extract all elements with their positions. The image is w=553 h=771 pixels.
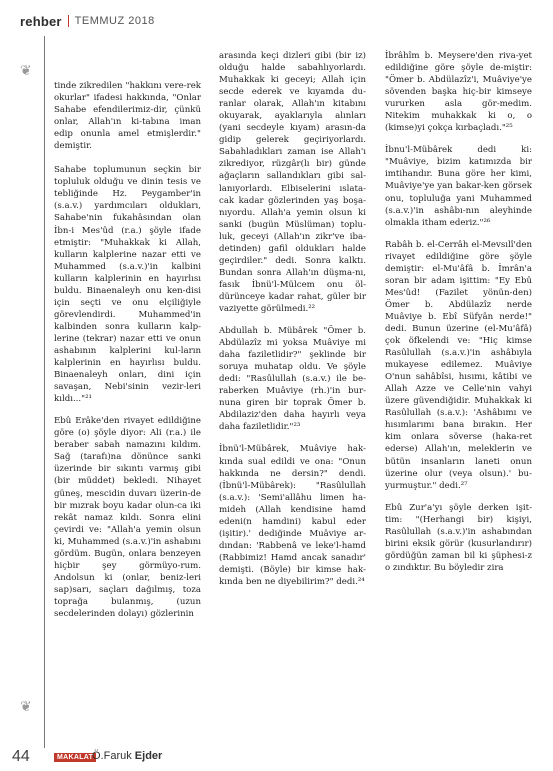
corner-ornament-icon: ❦ bbox=[20, 63, 32, 79]
paragraph: Sahabe toplumunun seçkin bir topluluk olduğu ve dinin tesis ve tebliğinde Hz. Peygamber'in (s.a.v.) yardımcıları oldukları, Sahabe'nin fukahâsından olan İbn-i Mes'ûd (r.a.) şöyle ifade etmiştir: "Muhakkak ki Allah, kulların kalplerine nazar etti ve Muhammed (s.a.v.)'in kalbini kulların kalplerinin en hayırlısı buldu. Binaenaleyh onu ken-disi için seçti ve onu elçiliğiyle görevlendirdi. Muhammed'in kalbinden sonra kulların kalp-lerine (tekrar) nazar etti ve onun ashabının kalplerini kul-ların kalplerinin en hayırlısı buldu. Binaenaleyh onları, dini için savaşan, Nebi'sinin vezir-leri kıldı..."²¹ bbox=[54, 165, 201, 405]
magazine-brand: rehber bbox=[20, 13, 62, 29]
corner-ornament-icon: ❦ bbox=[20, 699, 32, 715]
text-column-1 bbox=[54, 80, 201, 630]
section-tag: MAKALAT bbox=[54, 753, 96, 762]
paragraph: Abdullah b. Mübârek "Ömer b. Abdülazîz mi yoksa Muâviye mi daha faziletlidir?" şeklinde bir soruya muhatap oldu. Ve şöyle dedi: "Rasûlullah (s.a.v.) ile be-raberken Muâviye (rh.)'in bur-nuna giren bir toprak Ömer b. Abdilaziz'den daha hayırlı veya daha faziletlidir."²³ bbox=[219, 326, 366, 433]
paragraph: Ebû Erâke'den rivayet edildiğine göre (o) şöyle diyor: Ali (r.a.) ile beraber sabah namazını kıldım. Sağ (tarafı)na dönünce sanki üzerinde bir sıkıntı varmış gibi (bir müddet) bekledi. Nihayet güneş, mescidin duvarı üzerin-de bir mızrak boyu kadar olun-ca iki rekât namaz kıldı. Sonra elini çevirdi ve: "Allah'a yemin olsun ki, Muhammed (s.a.v.)'in ashabını gördüm. Bugün, onlara benzeyen hiçbir şey görmüyo-rum. Andolsun ki (onlar, beniz-leri sap)sarı, saçları dağılmış, toza toprağa bulanmış, (uzun secdelerinden dolayı) gözlerinin bbox=[54, 416, 201, 619]
paragraph: İbrâhîm b. Meysere'den riva-yet edildiğine göre şöyle de-miştir: "Ömer b. Abdülazîz'i, Muâviye'ye sövenden başka hiç-bir kimseye vururken asla gör-medim. Nitekim muhakkak ki o, o (kimse)yi çokça kırbaçladı."²⁵ bbox=[385, 51, 532, 134]
author-name bbox=[92, 750, 162, 762]
page-footer bbox=[0, 748, 553, 771]
margin-rule bbox=[44, 36, 45, 748]
author-first: Ö.Faruk bbox=[92, 750, 132, 762]
header-separator bbox=[68, 15, 69, 27]
paragraph: İbnü'l-Mübârek, Muâviye hak-kında sual edildi ve ona: "Onun hakkında ne dersin?" dendi. (İbnü'l-Mübârek): "Rasûlullah (s.a.v.): 'Semi'allâhu limen ha-mideh (Allah kendisine hamd edeni(n hamdini) kabul eder (işitir).' dediğinde Muâviye ar-dından: 'Rabbenâ ve leke'l-hamd (Rabbimiz! Hamd ancak sanadır' demişti. (Böyle) bir kimse hak-kında ben ne diyebilirim?" dedi.²⁴ bbox=[219, 444, 366, 587]
text-column-2 bbox=[219, 50, 366, 598]
page-number: 44 bbox=[12, 748, 30, 765]
paragraph: arasında keçi dizleri gibi (bir iz) olduğu halde sabahlıyorlardı. Muhakkak ki geceyi; Allah için secde ederek ve kıyamda du-ranlar olarak, Allah'ın kitabını okuyarak, ayaklarıyla alınları (yani secdeyle kıyam) arasın-da gidip gelerek geçiriyorlardı. Sabahladıkları zaman ise Allah'ı zikrediyor, rüzgâr(lı bir) günde ağaçların sallandıkları gibi sal-lanıyorlardı. Elbiselerini ıslata-cak kadar gözlerinden yaş boşa-nıyordu. Allah'a yemin olsun ki sanki (bugün Müslüman) toplu-luk, geceyi (Allah'ın zikr've iba-detinden) gafil oldukları halde geçirdiler." dedi. Sonra kalktı. Bundan sonra Allah'ın düşma-nı, fasık İbnü'l-Mülcem onu öl-dürünceye kadar rahat, güler bir vaziyette görülmedi.²² bbox=[219, 51, 366, 314]
page-header bbox=[20, 12, 155, 30]
paragraph: tinde zikredilen "hakkını vere-rek okurlar" ifadesi hakkında, "Onlar Sahabe efendilerimiz-dir, çünkü onlar, Allah'ın ki-tabına iman edip onunla amel etmişlerdir." demiştir. bbox=[54, 81, 201, 152]
paragraph: Rabâh b. el-Cerrâh el-Mevsılî'den rivayet edildiğine göre şöyle demiştir: el-Mu'âfâ b. İmrân'a soran bir adam işittim: "Ey Ebû Mes'ûd! (Fazilet yönün-den) Ömer b. Abdülazîz nerde Muâviye b. Ebî Süfyân nerde!" dedi. Bunun üzerine (el-Mu'âfâ) çok öfkelendi ve: "Hiç kimse Rasûlullah (s.a.v.)'in ashâbıyla mukayese edilemez. Muâviye O'nun sahâbîsi, hısımı, kâtibi ve Allah Azze ve Celle'nin vahyi üzere güvendiğidir. Muhakkak ki Rasûlullah (s.a.v.): 'Ashâbımı ve hısımlarımı bana bırakın. Her kim onlara söverse (haka-ret ederse) Allah'ın, meleklerin ve bütün insanların laneti onun üzerine olur (veya olsun).' bu-yurmuştur." dedi.²⁷ bbox=[385, 239, 532, 491]
paragraph: İbnu'l-Mübârek dedi ki: "Muâviye, bizim katımızda bir imtihandır. Buna göre her kimi, Muâviye'ye yan bakar-ken görsek onu, topluluğa yani Muhammed (s.a.v.)'in ashâbı-nın aleyhinde olmakla itham ederiz."²⁶ bbox=[385, 145, 532, 228]
text-column-3 bbox=[385, 50, 532, 584]
issue-date: TEMMUZ 2018 bbox=[74, 15, 155, 27]
paragraph: Ebû Zur'a'yı şöyle derken işit-tim: "(Herhangi bir) kişiyi, Rasûlullah (s.a.v.)'in ashabından birini eksik görür (kusurlandırır) gördüğün zaman bil ki şüphesi-z o zındıktır. Bu böyledir zira bbox=[385, 502, 532, 573]
author-last: Ejder bbox=[134, 750, 163, 762]
